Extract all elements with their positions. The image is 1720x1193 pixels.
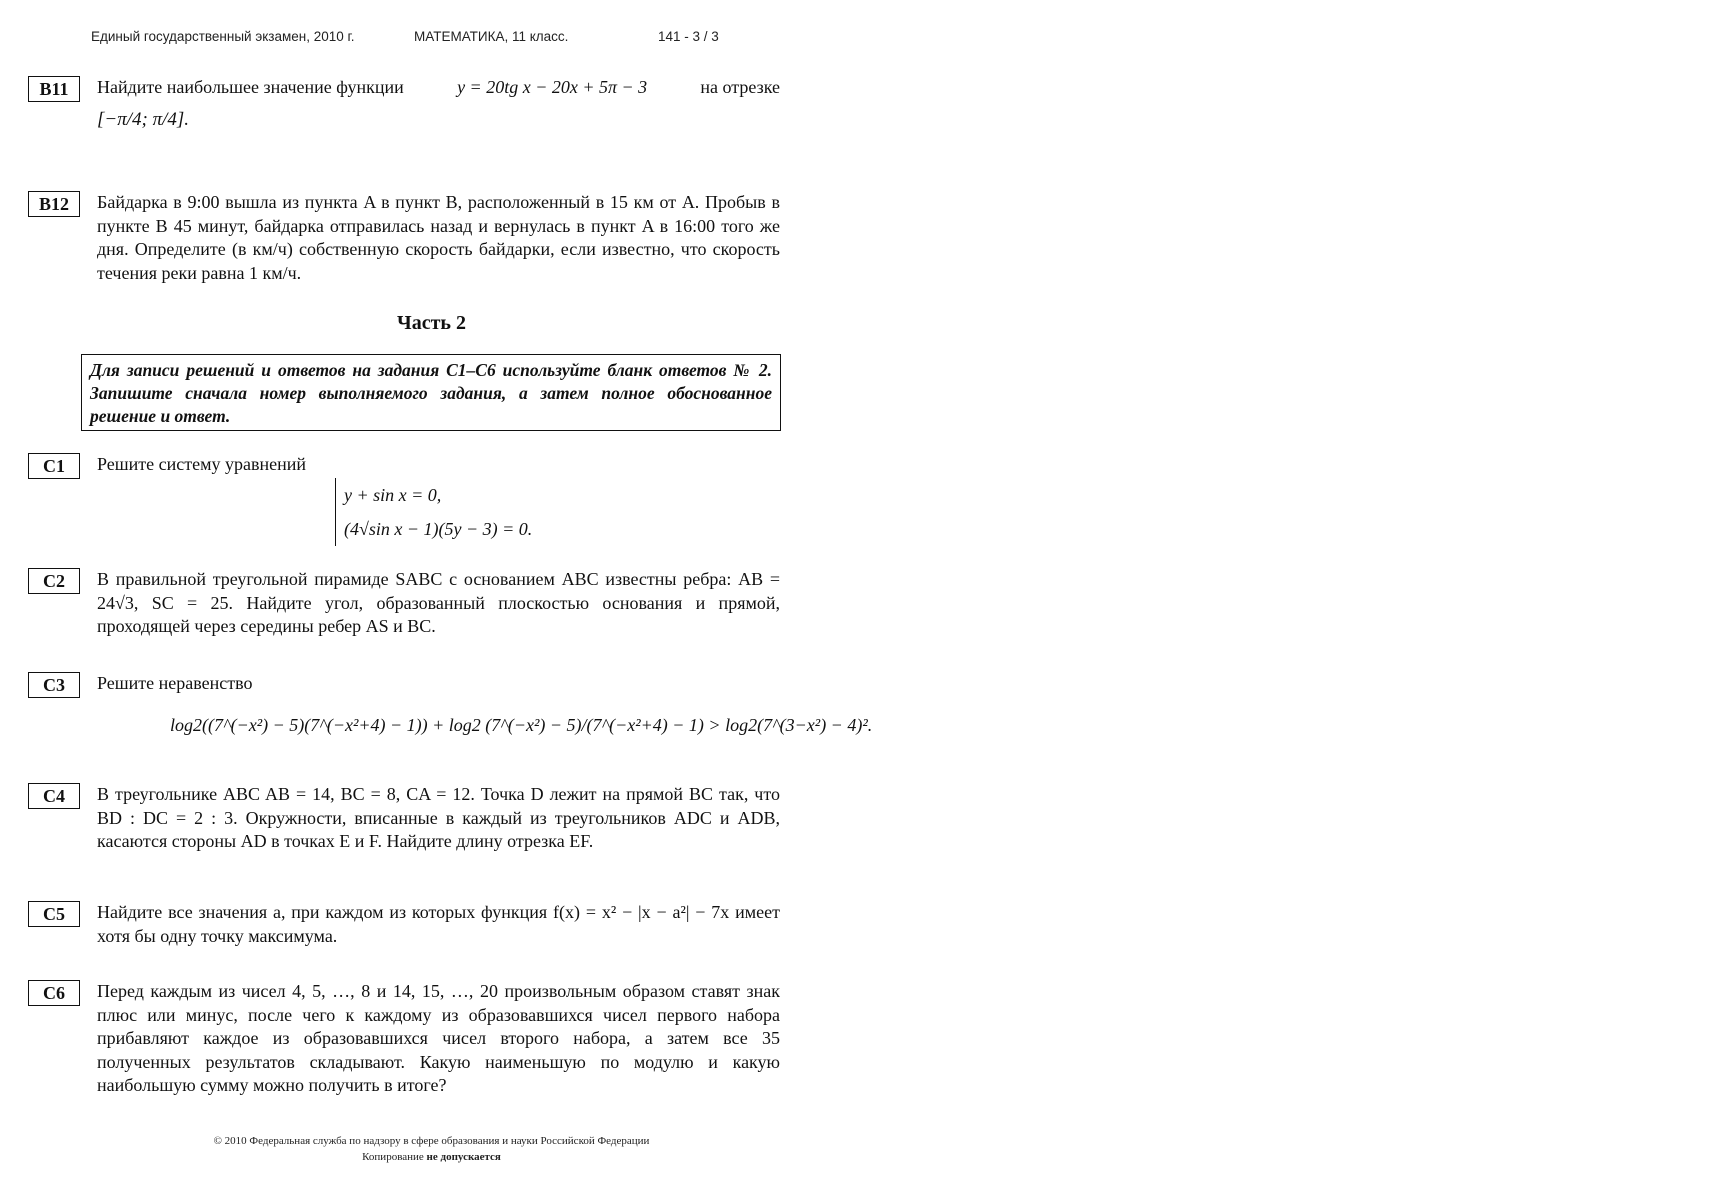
task-text: Решите неравенство [97, 673, 253, 693]
equation-1: y + sin x = 0, [344, 485, 442, 505]
task-label: C6 [28, 980, 80, 1006]
task-c6 [28, 980, 780, 1098]
equation-2: (4√sin x − 1)(5y − 3) = 0. [344, 519, 533, 539]
task-body [97, 980, 780, 1098]
task-label: C2 [28, 568, 80, 594]
task-text: Байдарка в 9:00 вышла из пункта A в пункт B, расположенный в 15 км от A. Пробыв в пункте B 45 минут, байдарка отправилась назад и вернулась в пункт A в 16:00 того же дня. Определите (в км/ч) собственную скорость байдарки, если известно, что скорость течения реки равна 1 км/ч. [97, 192, 780, 283]
copy-notice-prefix: Копирование [362, 1151, 424, 1163]
task-text: Перед каждым из чисел 4, 5, …, 8 и 14, 15, …, 20 произвольным образом ставят знак плюс или минус, после чего к каждому из образовавшихся чисел первого набора прибавляют каждое из образовавшихся чисел второго набора, а затем все 35 полученных результатов складывают. Какую наименьшую по модулю и какую наибольшую сумму можно получить в итоге? [97, 981, 780, 1095]
exam-title: Единый государственный экзамен, 2010 г. [91, 29, 355, 44]
task-body [97, 672, 780, 696]
task-c3 [28, 672, 780, 696]
subject-title: МАТЕМАТИКА, 11 класс. [414, 29, 569, 44]
task-body [97, 568, 780, 639]
instructions-box: Для записи решений и ответов на задания С1–С6 используйте бланк ответов № 2. Запишите сначала номер выполняемого задания, а затем полное обоснованное решение и ответ. [81, 354, 781, 431]
function-formula: y = 20tg x − 20x + 5π − 3 [457, 77, 648, 97]
task-label: C5 [28, 901, 80, 927]
task-c2 [28, 568, 780, 639]
interval: [−π/4; π/4]. [97, 108, 190, 130]
task-text: Решите систему уравнений [97, 454, 306, 474]
copy-notice-bold: не допускается [426, 1151, 501, 1163]
copyright: © 2010 Федеральная служба по надзору в сфере образования и науки Российской Федерации [213, 1135, 650, 1147]
task-b11 [28, 76, 780, 131]
task-c4 [28, 783, 780, 854]
task-label: B12 [28, 191, 80, 217]
copy-notice [0, 1151, 863, 1163]
task-label: C3 [28, 672, 80, 698]
equation-system [335, 478, 532, 546]
task-label: C4 [28, 783, 80, 809]
task-text: В треугольнике ABC AB = 14, BC = 8, CA = 12. Точка D лежит на прямой BC так, что BD : DC = 2 : 3. Окружности, вписанные в каждый из треугольников ADC и ADB, касаются стороны AD в точках E и F. Найдите длину отрезка EF. [97, 784, 780, 851]
task-body [97, 783, 780, 854]
inequality-formula: log2((7^(−x²) − 5)(7^(−x²+4) − 1)) + log2 (7^(−x²) − 5)/(7^(−x²+4) − 1) > log2(7^(3−x²) − 4)². [170, 715, 873, 735]
task-label: B11 [28, 76, 80, 102]
task-label: C1 [28, 453, 80, 479]
task-text: Найдите наибольшее значение функции [97, 77, 404, 97]
part-title: Часть 2 [397, 312, 466, 334]
task-b12 [28, 191, 780, 285]
task-body [97, 191, 780, 285]
task-text-tail: на отрезке [700, 77, 780, 97]
task-body [97, 453, 780, 477]
task-text: В правильной треугольной пирамиде SABC с основанием ABC известны ребра: AB = 24√3, SC = 25. Найдите угол, образованный плоскостью основания и прямой, проходящей через середины ребер AS и BC. [97, 569, 780, 636]
task-body [97, 76, 780, 131]
task-c5 [28, 901, 780, 948]
task-body [97, 901, 780, 948]
page-number: 141 - 3 / 3 [658, 29, 719, 44]
task-text: Найдите все значения a, при каждом из которых функция f(x) = x² − |x − a²| − 7x имеет хотя бы одну точку максимума. [97, 902, 780, 946]
task-c1 [28, 453, 780, 477]
